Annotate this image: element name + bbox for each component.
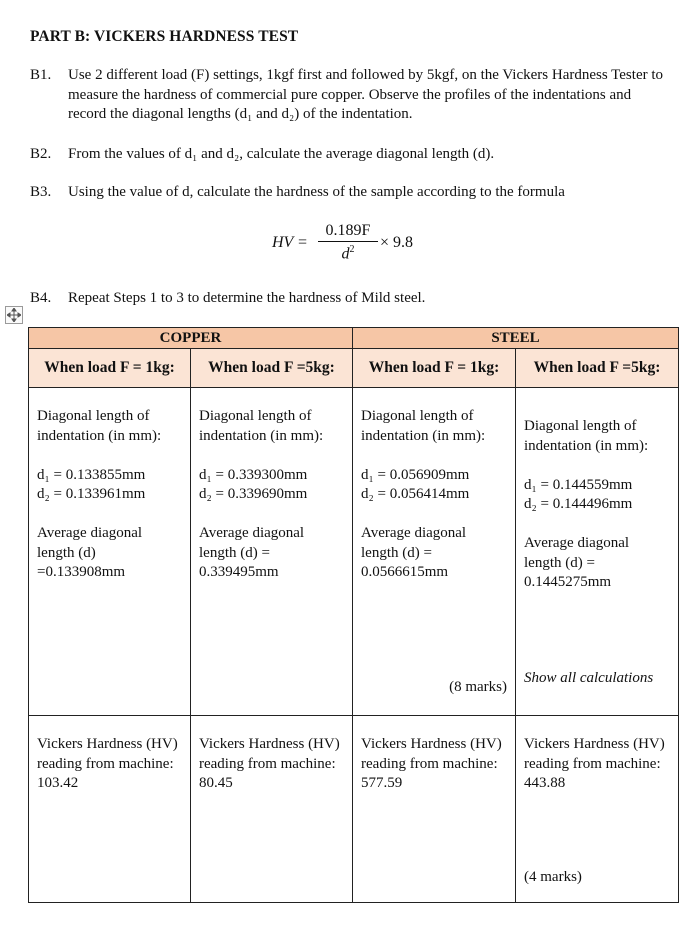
d2-value: d₂ = 0.133961mm bbox=[37, 486, 146, 502]
diagonal-row bbox=[29, 388, 679, 716]
d2-value: d₂ = 0.339690mm bbox=[199, 486, 308, 502]
d2-value: d₂ = 0.144496mm bbox=[524, 496, 633, 512]
diagonal-label: Diagonal length of indentation (in mm): bbox=[199, 408, 324, 444]
exponent: 2 bbox=[349, 244, 355, 255]
diagonal-cell[interactable] bbox=[191, 388, 353, 716]
average-value: 0.339495mm bbox=[199, 564, 279, 580]
step-number: B2. bbox=[30, 146, 52, 162]
diagonal-cell[interactable] bbox=[353, 388, 516, 716]
step-b1 bbox=[30, 66, 670, 125]
hv-cell[interactable] bbox=[353, 716, 516, 903]
hv-value: 443.88 bbox=[524, 775, 566, 791]
header-load: When load F =5kg: bbox=[191, 349, 353, 388]
d1-value: d₁ = 0.339300mm bbox=[199, 466, 308, 483]
step-number: B4. bbox=[30, 290, 52, 306]
step-text: Use 2 different load (F) settings, 1kgf first and followed by 5kgf, on the Vickers Hardness Tester to measure the hardness of commercial pure copper. Observe the profiles of the indentations and record the diagonal lengths (d₁ and d₂) of the indentation. bbox=[68, 67, 664, 122]
hv-label: Vickers Hardness (HV) reading from machine: bbox=[361, 736, 502, 772]
section-title: PART B: VICKERS HARDNESS TEST bbox=[30, 28, 299, 45]
average-label: Average diagonal length (d) = bbox=[199, 525, 305, 561]
step-text: From the values of d₁ and d₂, calculate the average diagonal length (d). bbox=[68, 146, 495, 162]
formula-denominator bbox=[318, 244, 378, 263]
diagonal-label: Diagonal length of indentation (in mm): bbox=[37, 408, 162, 444]
show-calculations-note: Show all calculations bbox=[524, 670, 654, 686]
average-value: 0.0566615mm bbox=[361, 564, 449, 580]
marks-label: (4 marks) bbox=[524, 869, 582, 885]
formula-lhs: HV = bbox=[272, 234, 308, 251]
hv-cell[interactable] bbox=[516, 716, 679, 903]
hv-label: Vickers Hardness (HV) reading from machine: bbox=[199, 736, 340, 772]
step-b3 bbox=[30, 183, 670, 203]
move-arrows-icon[interactable] bbox=[5, 306, 23, 324]
load-header-row bbox=[29, 349, 679, 388]
formula-numerator: 0.189F bbox=[325, 222, 371, 239]
diagonal-cell[interactable] bbox=[29, 388, 191, 716]
header-load: When load F = 1kg: bbox=[29, 349, 191, 388]
fraction-bar bbox=[318, 241, 378, 242]
hv-cell[interactable] bbox=[191, 716, 353, 903]
hv-value: 103.42 bbox=[37, 775, 79, 791]
hv-label: Vickers Hardness (HV) reading from machine: bbox=[37, 736, 178, 772]
hardness-table bbox=[28, 327, 679, 903]
hv-row bbox=[29, 716, 679, 903]
average-value: 0.1445275mm bbox=[524, 574, 612, 590]
header-copper: COPPER bbox=[29, 328, 353, 349]
average-label: Average diagonal length (d) bbox=[37, 525, 143, 561]
material-header-row bbox=[29, 328, 679, 349]
step-number: B3. bbox=[30, 184, 52, 200]
hv-value: 80.45 bbox=[199, 775, 233, 791]
step-text: Repeat Steps 1 to 3 to determine the hardness of Mild steel. bbox=[68, 290, 426, 306]
header-load: When load F = 1kg: bbox=[353, 349, 516, 388]
hv-label: Vickers Hardness (HV) reading from machine: bbox=[524, 736, 665, 772]
step-b2 bbox=[30, 145, 670, 165]
average-value: =0.133908mm bbox=[37, 564, 126, 580]
d2-value: d₂ = 0.056414mm bbox=[361, 486, 470, 502]
marks-label: (8 marks) bbox=[449, 679, 508, 695]
average-label: Average diagonal length (d) = bbox=[361, 525, 467, 561]
average-label: Average diagonal length (d) = bbox=[524, 535, 630, 571]
d1-value: d₁ = 0.144559mm bbox=[524, 476, 633, 493]
step-number: B1. bbox=[30, 67, 52, 83]
step-text: Using the value of d, calculate the hardness of the sample according to the formula bbox=[68, 184, 565, 200]
hv-cell[interactable] bbox=[29, 716, 191, 903]
denominator-var: d bbox=[341, 245, 350, 263]
header-load: When load F =5kg: bbox=[516, 349, 679, 388]
d1-value: d₁ = 0.133855mm bbox=[37, 466, 146, 483]
formula-fraction bbox=[318, 222, 378, 263]
diagonal-label: Diagonal length of indentation (in mm): bbox=[524, 418, 649, 454]
diagonal-label: Diagonal length of indentation (in mm): bbox=[361, 408, 486, 444]
diagonal-cell[interactable] bbox=[516, 388, 679, 716]
hv-value: 577.59 bbox=[361, 775, 403, 791]
step-b4 bbox=[30, 289, 670, 309]
formula-rhs: × 9.8 bbox=[380, 234, 414, 251]
header-steel: STEEL bbox=[353, 328, 679, 349]
d1-value: d₁ = 0.056909mm bbox=[361, 466, 470, 483]
